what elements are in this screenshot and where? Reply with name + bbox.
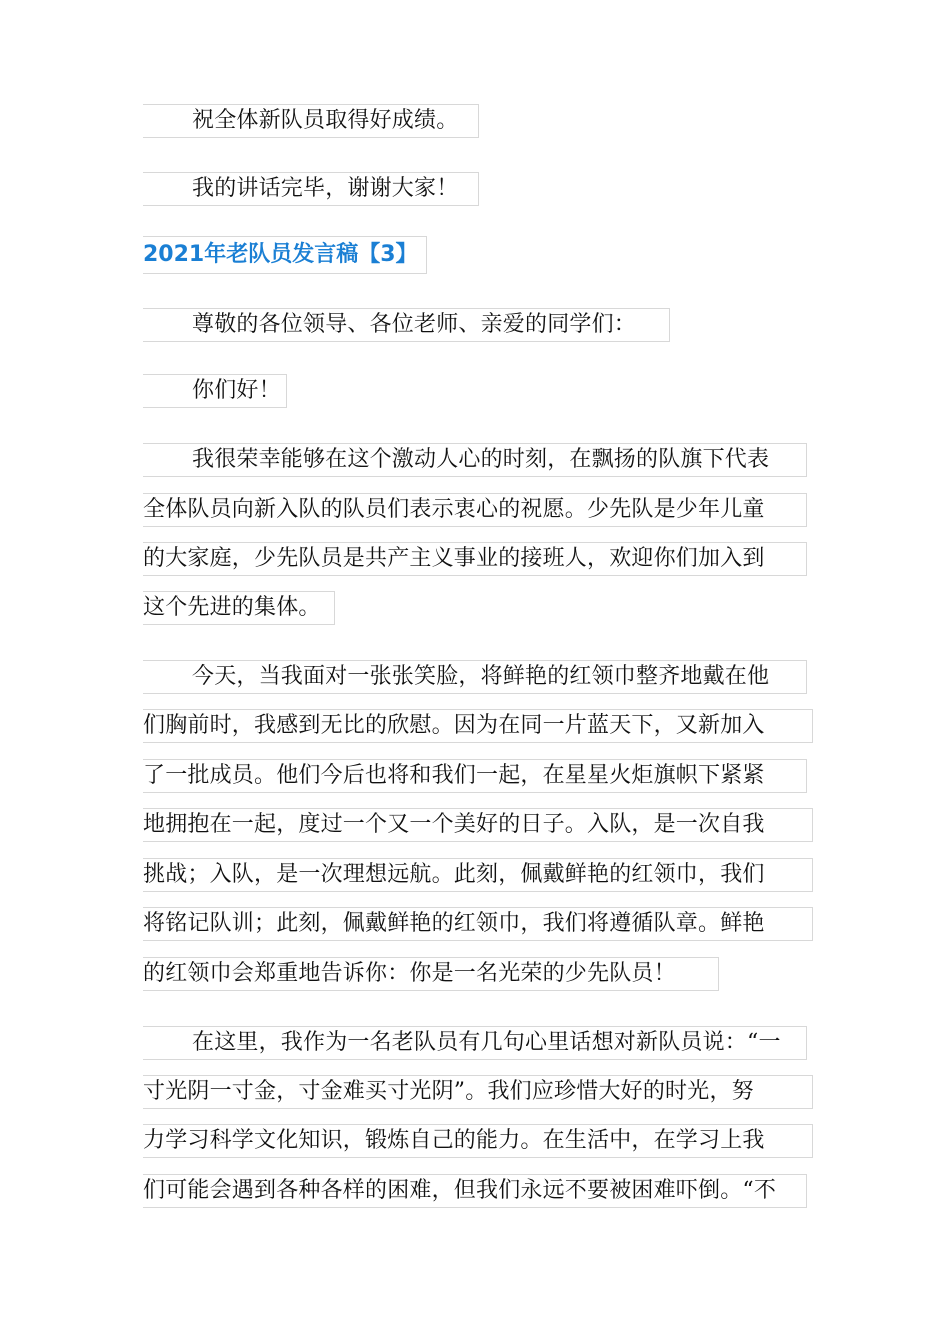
paragraph-line: 们可能会遇到各种各样的困难，但我们永远不要被困难吓倒。“不 [143,1174,807,1208]
paragraph-line: 地拥抱在一起，度过一个又一个美好的日子。入队，是一次自我 [143,808,813,842]
paragraph-line: 尊敬的各位领导、各位老师、亲爱的同学们： [143,308,670,342]
paragraph-line: 将铭记队训；此刻，佩戴鲜艳的红领巾，我们将遵循队章。鲜艳 [143,907,813,941]
paragraph-line: 全体队员向新入队的队员们表示衷心的祝愿。少先队是少年儿童 [143,493,807,527]
paragraph-line: 们胸前时，我感到无比的欣慰。因为在同一片蓝天下，又新加入 [143,709,813,743]
paragraph-line: 寸光阴一寸金，寸金难买寸光阴”。我们应珍惜大好的时光，努 [143,1075,813,1109]
paragraph-line: 祝全体新队员取得好成绩。 [143,104,479,138]
paragraph-line: 挑战；入队，是一次理想远航。此刻，佩戴鲜艳的红领巾，我们 [143,858,813,892]
section-heading: 2021年老队员发言稿【3】 [143,236,427,274]
paragraph-line: 力学习科学文化知识，锻炼自己的能力。在生活中，在学习上我 [143,1124,813,1158]
paragraph-line: 这个先进的集体。 [143,591,335,625]
paragraph-line: 我很荣幸能够在这个激动人心的时刻，在飘扬的队旗下代表 [143,443,807,477]
paragraph-line: 你们好！ [143,374,287,408]
paragraph-line: 在这里，我作为一名老队员有几句心里话想对新队员说：“一 [143,1026,807,1060]
paragraph-line: 我的讲话完毕，谢谢大家！ [143,172,479,206]
paragraph-line: 今天，当我面对一张张笑脸，将鲜艳的红领巾整齐地戴在他 [143,660,807,694]
paragraph-line: 的红领巾会郑重地告诉你：你是一名光荣的少先队员！ [143,957,719,991]
paragraph-line: 的大家庭，少先队员是共产主义事业的接班人，欢迎你们加入到 [143,542,807,576]
paragraph-line: 了一批成员。他们今后也将和我们一起，在星星火炬旗帜下紧紧 [143,759,807,793]
